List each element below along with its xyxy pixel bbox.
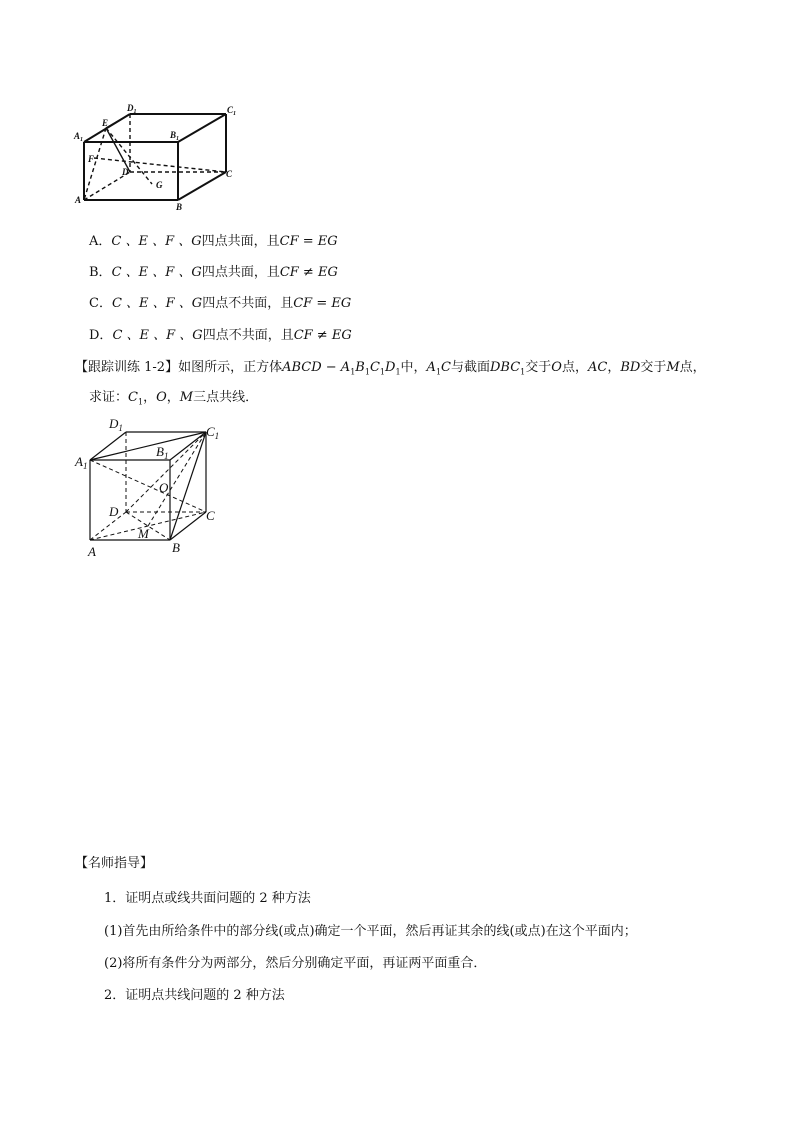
- figure-box-efg: [72, 100, 242, 212]
- label-b1: $B_1$: [170, 130, 180, 142]
- label-a: A: [88, 544, 96, 559]
- label-d1: $D_1$: [109, 416, 123, 433]
- label-d: D: [109, 504, 119, 519]
- label-c1: $C_1$: [227, 105, 237, 117]
- label-b1: $B_1$: [156, 444, 169, 461]
- label-a1: $A_1$: [75, 454, 88, 471]
- label-c: C: [226, 169, 233, 179]
- label-d: D: [122, 167, 129, 177]
- label-c: C: [206, 508, 215, 523]
- guide-item-1: 1．证明点或线共面问题的 2 种方法: [104, 891, 311, 906]
- option-d[interactable]: D．C 、E 、F 、G四点不共面，且CF ≠ EG: [89, 328, 352, 343]
- guide-item-1a: (1)首先由所给条件中的部分线(或点)确定一个平面，然后再证其余的线(或点)在这个平面内；: [104, 924, 637, 939]
- label-e: E: [102, 118, 109, 128]
- guide-item-2: 2．证明点共线问题的 2 种方法: [104, 988, 285, 1003]
- guide-title: 【名师指导】: [75, 856, 154, 871]
- label-o: O: [159, 480, 169, 495]
- option-a[interactable]: A．C 、E 、F 、G四点共面，且CF = EG: [89, 234, 338, 249]
- label-a1: $A_1$: [74, 131, 84, 143]
- label-c1: $C_1$: [206, 424, 220, 441]
- option-b[interactable]: B．C 、E 、F 、G四点共面，且CF ≠ EG: [89, 265, 338, 280]
- figure-cube-om: [72, 412, 232, 564]
- option-c[interactable]: C．C 、E 、F 、G四点不共面，且CF = EG: [89, 296, 352, 311]
- label-d1: $D_1$: [127, 103, 137, 115]
- guide-item-1b: (2)将所有条件分为两部分，然后分别确定平面，再证两平面重合．: [104, 956, 487, 971]
- label-b: B: [176, 202, 183, 212]
- exercise-prove: 求证：$C_1$，O，M三点共线．: [89, 390, 259, 407]
- label-m: M: [138, 526, 149, 541]
- label-a: A: [75, 195, 82, 205]
- label-g: G: [156, 180, 163, 190]
- exercise-statement: 【跟踪训练 1-2】如图所示，正方体ABCD − $A_1B_1C_1D_1$中，$A_1C$与截面$DBC_1$交于O点，AC，BD交于M点，: [75, 360, 706, 377]
- label-f: F: [88, 154, 95, 164]
- label-b: B: [172, 540, 180, 555]
